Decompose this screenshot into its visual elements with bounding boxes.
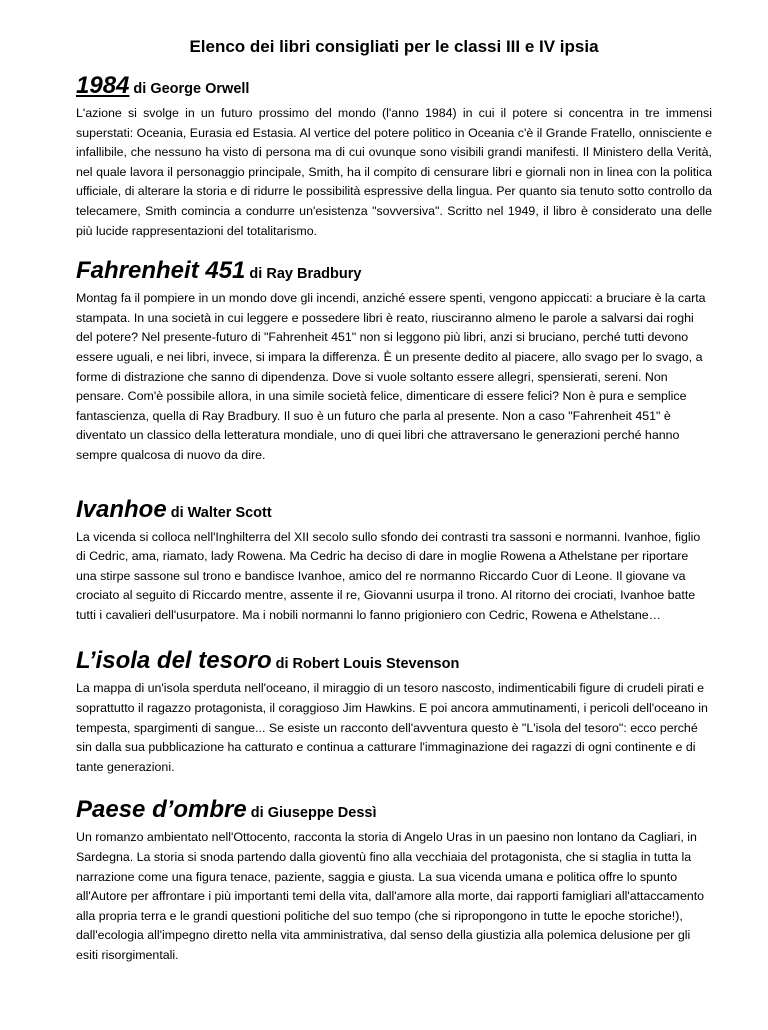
book-author: di Walter Scott xyxy=(166,504,272,521)
book-author: di Robert Louis Stevenson xyxy=(271,656,460,673)
book-title: Fahrenheit 451 xyxy=(76,257,246,285)
book-author: di Giuseppe Dessì xyxy=(246,805,377,822)
book-description: La vicenda si colloca nell'Inghilterra del XII secolo sullo sfondo dei contrasti tra sassoni e normanni. Ivanhoe, figlio di Cedric, ama, riamato, lady Rowena. Ma Cedric ha deciso di dare in moglie Rowena a Athelstane per riportare una stirpe sassone sul trono e bandisce Ivanhoe, amico del re normanno Riccardo Cuor di Leone. Il giovane va crociato al seguito di Riccardo mentre, assente il re, Giovanni usurpa il trono. Al ritorno dei crociati, Ivanhoe batte tutti i cavalieri dell'usurpatore. Ma i nobili normanni lo fanno prigioniero con Cedric, Rowena e Athelstane… xyxy=(76,529,701,622)
book-description: La mappa di un'isola sperduta nell'oceano, il miraggio di un tesoro nascosto, indimenticabili figure di crudeli pirati e soprattutto il ragazzo protagonista, il coraggioso Jim Hawkins. E poi ancora ammutinamenti, i pericoli dell'oceano in tempesta, spargimenti di sangue... Se esiste un racconto dell'avventura questo è "L'isola del tesoro": ecco perché sin dalla sua pubblicazione ha catturato e continua a catturare l'immaginazione dei ragazzi di ogni continente e di tante generazioni. xyxy=(76,681,708,774)
book-entry-paese-d-ombre xyxy=(76,796,712,965)
document-page xyxy=(0,36,768,1030)
book-heading xyxy=(76,647,712,675)
document-title: Elenco dei libri consigliati per le classi III e IV ipsia xyxy=(189,37,599,56)
book-heading xyxy=(76,796,712,824)
book-heading xyxy=(76,72,712,100)
book-description: Un romanzo ambientato nell'Ottocento, racconta la storia di Angelo Uras in un paesino non lontano da Cagliari, in Sardegna. La storia si snoda partendo dalla gioventù fino alla vecchiaia del protagonista, che si staglia in tutta la narrazione come una figura tenace, paziente, saggia e giusta. La sua vicenda umana e politica offre lo spunto all'Autore per affrontare i più importanti temi della vita, dall'amore alla morte, dai rapporti famigliari all'attaccamento alla propria terra e le grandi questioni politiche del suo tempo (che si ripropongono in tutte le epoche storiche!), dall'ecologia all'impegno diretto nella vita amministrativa, dal senso della giustizia alla polemica delusione per gli esiti risorgimentali. xyxy=(76,830,705,962)
book-description: L'azione si svolge in un futuro prossimo del mondo (l'anno 1984) in cui il potere si concentra in tre immensi superstati: Oceania, Eurasia ed Estasia. Al vertice del potere politico in Oceania c'è il Grande Fratello, onnisciente e infallibile, che nessuno ha visto di persona ma di cui ovunque sono visibili grandi manifesti. Il Ministero della Verità, nel quale lavora il personaggio principale, Smith, ha il compito di censurare libri e giornali non in linea con la politica ufficiale, di alterare la storia e di ridurre le possibilità espressive della lingua. Per quanto sia tenuto sotto controllo da telecamere, Smith comincia a condurre un'esistenza "sovversiva". Scritto nel 1949, il libro è considerato una delle più lucide rappresentazioni del totalitarismo. xyxy=(76,106,712,238)
book-entry-isola-del-tesoro xyxy=(76,647,712,777)
book-heading xyxy=(76,496,712,524)
book-title: Paese d’ombre xyxy=(76,796,247,824)
book-title: 1984 xyxy=(76,72,130,99)
book-entry-fahrenheit-451 xyxy=(76,257,712,465)
book-heading xyxy=(76,257,712,285)
book-entry-1984 xyxy=(76,72,712,241)
book-title: L’isola del tesoro xyxy=(76,647,272,675)
book-author: di Ray Bradbury xyxy=(245,266,362,283)
book-title: Ivanhoe xyxy=(76,495,167,523)
book-description: Montag fa il pompiere in un mondo dove gli incendi, anziché essere spenti, vengono appiccati: a bruciare è la carta stampata. In una società in cui leggere e possedere libri è reato, riusciranno almeno le parole a salvarsi dai roghi del potere? Nel presente-futuro di "Fahrenheit 451" non si leggono più libri, anzi si bruciano, perché tutti devono essere uguali, e nei libri, invece, si impara la differenza. È un presente dedito al piacere, allo svago per lo svago, a forme di distrazione che sanno di dipendenza. Dove si vuole soltanto essere allegri, spensierati, sereni. Non pensare. Com'è possibile allora, in una simile società felice, dimenticare di essere felici? Non è pura e semplice fantascienza, quella di Ray Bradbury. Il suo è un futuro che parla al presente. Non a caso "Fahrenheit 451" è diventato un classico della letteratura mondiale, uno di quei libri che attraversano le generazioni perché hanno sempre qualcosa di nuovo da dire. xyxy=(76,291,706,462)
book-author: di George Orwell xyxy=(129,81,250,97)
book-entry-ivanhoe xyxy=(76,496,712,626)
